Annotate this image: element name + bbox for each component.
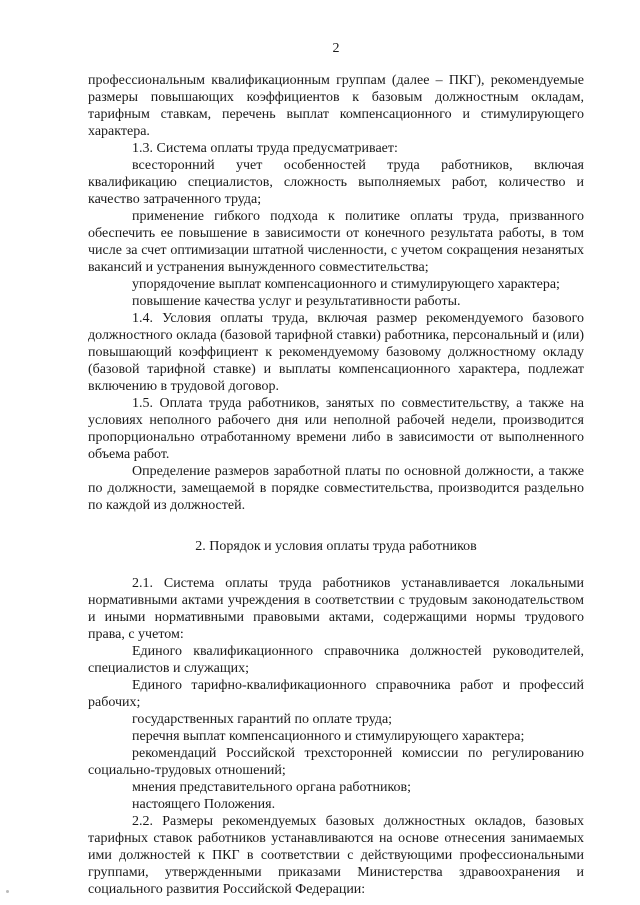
- section-2-body: [88, 575, 584, 898]
- paragraph: Единого тарифно-квалификационного справочника работ и профессий рабочих;: [88, 678, 584, 710]
- paragraph: 2.1. Система оплаты труда работников устанавливается локальными нормативными актами учреждения в соответствии с трудовым законодательством и иными нормативными правовыми актами, содержащими нормы трудового права, с учетом:: [88, 576, 584, 642]
- paragraph: Определение размеров заработной платы по основной должности, а также по должности, замещаемой в порядке совместительства, производится раздельно по каждой из должностей.: [88, 464, 584, 513]
- paragraph: 1.4. Условия оплаты труда, включая размер рекомендуемого базового должностного оклада (базовой тарифной ставки) работника, персональный и (или) повышающий коэффициент к рекомендуемому базовому должностному окладу (базовой тарифной ставке) и выплаты компенсационного характера, подлежат включению в трудовой договор.: [88, 311, 584, 394]
- paragraph: перечня выплат компенсационного и стимулирующего характера;: [132, 729, 525, 744]
- paragraph: всесторонний учет особенностей труда работников, включая квалификацию специалистов, сложность выполняемых работ, количество и качество затраченного труда;: [88, 158, 584, 207]
- paragraph: повышение качества услуг и результативности работы.: [132, 294, 461, 309]
- paragraph: 1.5. Оплата труда работников, занятых по совместительству, а также на условиях неполного рабочего дня или неполной рабочей недели, производится пропорционально отработанному времени либо в зависимости от выполненного объема работ.: [88, 396, 584, 462]
- paragraph: государственных гарантий по оплате труда;: [132, 712, 393, 727]
- section-1-continuation: [88, 72, 584, 514]
- paragraph: Единого квалификационного справочника должностей руководителей, специалистов и служащих;: [88, 644, 584, 676]
- paragraph: настоящего Положения.: [132, 797, 276, 812]
- page-number: 2: [332, 41, 340, 56]
- paragraph: рекомендаций Российской трехсторонней комиссии по регулированию социально-трудовых отношений;: [88, 746, 584, 778]
- paragraph: 1.3. Система оплаты труда предусматривает:: [132, 141, 398, 156]
- scan-speck: [6, 890, 9, 893]
- section-title: 2. Порядок и условия оплаты труда работников: [195, 539, 477, 554]
- paragraph: мнения представительного органа работников;: [132, 780, 412, 795]
- paragraph: профессиональным квалификационным группам (далее – ПКГ), рекомендуемые размеры повышающих коэффициентов к базовым должностным окладам, тарифным ставкам, перечень выплат компенсационного и стимулирующего характера.: [88, 73, 584, 139]
- paragraph: упорядочение выплат компенсационного и стимулирующего характера;: [132, 277, 560, 292]
- paragraph: 2.2. Размеры рекомендуемых базовых должностных окладов, базовых тарифных ставок работников устанавливаются на основе отнесения занимаемых ими должностей к ПКГ в соответствии с действующими профессиональными группами, утвержденными приказами Министерства здравоохранения и социального развития Российской Федерации:: [88, 814, 584, 897]
- paragraph: применение гибкого подхода к политике оплаты труда, призванного обеспечить ее повышение в зависимости от конечного результата работы, в том числе за счет оптимизации штатной численности, с учетом сокращения незанятых вакансий и устранения вынужденного совместительства;: [88, 209, 584, 275]
